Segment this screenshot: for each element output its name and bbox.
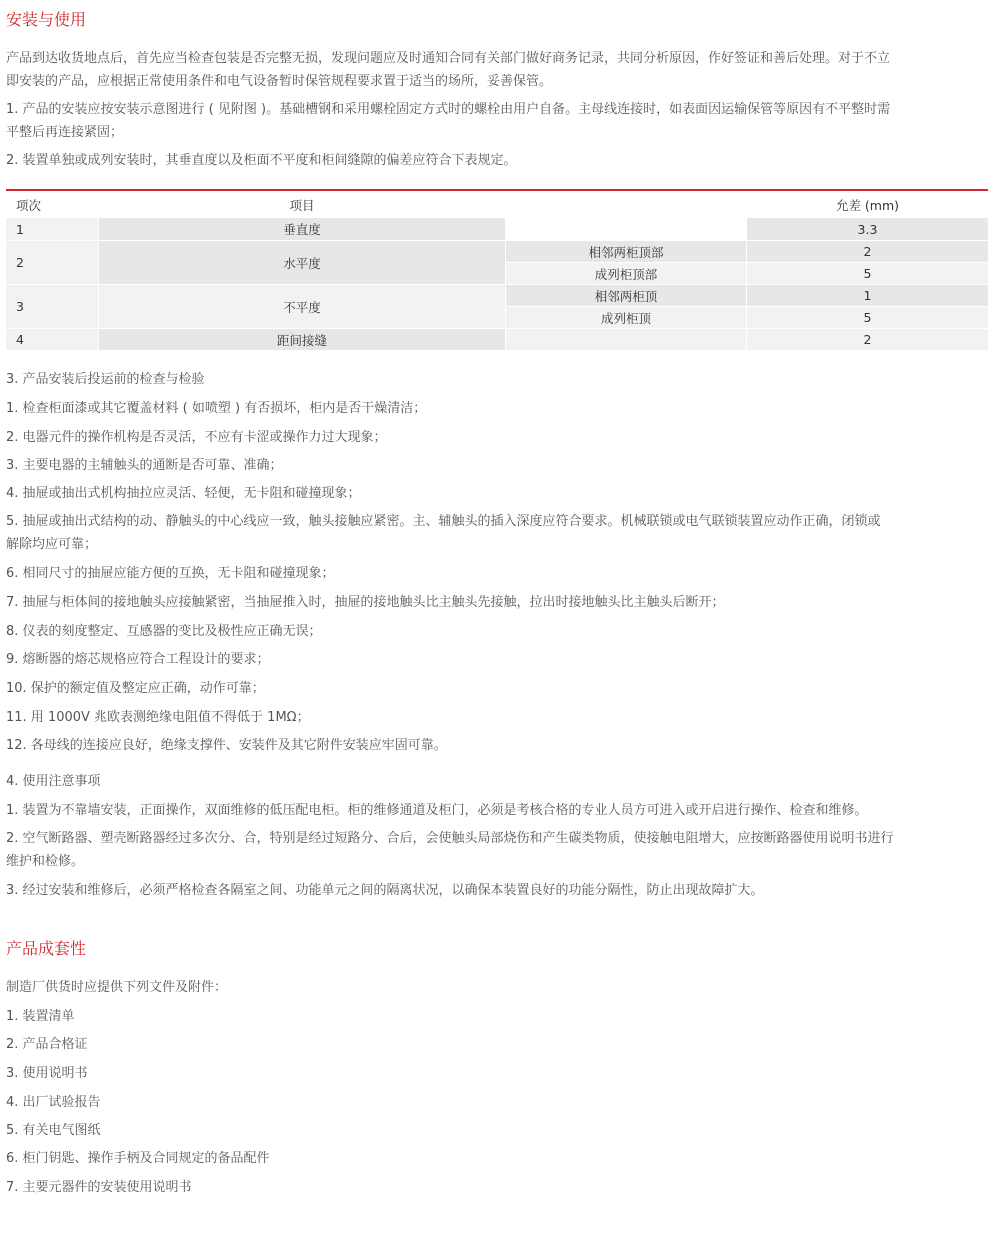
inspection-item: 3. 主要电器的主辅触头的通断是否可靠、准确； xyxy=(6,458,283,473)
section-title-completeness: 产品成套性 xyxy=(6,939,87,958)
table-row-1-sub xyxy=(506,218,746,240)
table-header-tolerance: 允差 (mm) xyxy=(747,193,988,217)
completeness-intro: 制造厂供货时应提供下列文件及附件： xyxy=(6,980,228,995)
inspection-item: 10. 保护的额定值及整定应正确，动作可靠； xyxy=(6,681,265,696)
intro-line-1: 产品到达收货地点后，首先应当检查包装是否完整无损，发现问题应及时通知合同有关部门做好商务记录，共同分析原因，作好签证和善后处理。对于不立 xyxy=(6,51,891,66)
install-item-1-cont: 平整后再连接紧固； xyxy=(6,125,124,140)
table-row-3a-sub: 相邻两柜顶 xyxy=(506,285,746,306)
completeness-item: 3. 使用说明书 xyxy=(6,1066,88,1081)
table-header-item: 项目 xyxy=(98,193,506,217)
table-row-2-item: 水平度 xyxy=(99,241,505,284)
table-row-4-item: 距间接缝 xyxy=(99,329,505,350)
table-row-2-no: 2 xyxy=(6,241,98,284)
completeness-item: 2. 产品合格证 xyxy=(6,1037,88,1052)
table-header-no: 项次 xyxy=(6,193,98,217)
table-row-4-tolerance: 2 xyxy=(747,329,988,350)
table-row-2b-tolerance: 5 xyxy=(747,263,988,284)
inspection-item: 2. 电器元件的操作机构是否灵活，不应有卡涩或操作力过大现象； xyxy=(6,430,387,445)
completeness-item: 5. 有关电气图纸 xyxy=(6,1123,101,1138)
table-header-sub xyxy=(506,193,747,217)
table-row-4-no: 4 xyxy=(6,329,98,350)
inspection-item: 9. 熔断器的熔芯规格应符合工程设计的要求； xyxy=(6,652,270,667)
table-row-2a-sub: 相邻两柜顶部 xyxy=(506,241,746,262)
inspection-item: 8. 仪表的刻度整定、互感器的变比及极性应正确无误； xyxy=(6,624,322,639)
completeness-item: 1. 装置清单 xyxy=(6,1009,75,1024)
install-item-1: 1. 产品的安装应按安装示意图进行 ( 见附图 )。基础槽钢和采用螺栓固定方式时的螺栓由用户自备。主母线连接时，如表面因运输保管等原因有不平整时需 xyxy=(6,102,891,117)
inspection-item: 6. 相同尺寸的抽屉应能方便的互换，无卡阻和碰撞现象； xyxy=(6,566,335,581)
table-row-3-item: 不平度 xyxy=(99,285,505,328)
table-row-1-tolerance: 3.3 xyxy=(747,218,988,240)
precautions-heading: 4. 使用注意事项 xyxy=(6,774,101,789)
table-row-4-sub xyxy=(506,329,746,350)
precaution-item: 1. 装置为不靠墙安装，正面操作，双面维修的低压配电柜。柜的维修通道及柜门，必须是考核合格的专业人员方可进入或开启进行操作、检查和维修。 xyxy=(6,803,868,818)
completeness-item: 6. 柜门钥匙、操作手柄及合同规定的备品配件 xyxy=(6,1151,270,1166)
precaution-item-cont: 维护和检修。 xyxy=(6,854,85,869)
precaution-item: 2. 空气断路器、塑壳断路器经过多次分、合，特别是经过短路分、合后，会使触头局部烧伤和产生碳类物质，使接触电阻增大，应按断路器使用说明书进行 xyxy=(6,831,894,846)
inspection-item: 11. 用 1000V 兆欧表测绝缘电阻值不得低于 1MΩ； xyxy=(6,710,310,725)
precaution-item: 3. 经过安装和维修后，必须严格检查各隔室之间、功能单元之间的隔离状况，以确保本装置良好的功能分隔性，防止出现故障扩大。 xyxy=(6,883,764,898)
section-title-installation: 安装与使用 xyxy=(6,10,87,29)
table-row-3-no: 3 xyxy=(6,285,98,328)
table-row-1-no: 1 xyxy=(6,218,98,240)
table-row-1-item: 垂直度 xyxy=(99,218,505,240)
table-row-2a-tolerance: 2 xyxy=(747,241,988,262)
inspection-item: 5. 抽屉或抽出式结构的动、静触头的中心线应一致，触头接触应紧密。主、辅触头的插入深度应符合要求。机械联锁或电气联锁装置应动作正确，闭锁或 xyxy=(6,514,881,529)
table-row-3a-tolerance: 1 xyxy=(747,285,988,306)
inspection-heading: 3. 产品安装后投运前的检查与检验 xyxy=(6,372,205,387)
table-top-rule xyxy=(6,189,988,191)
inspection-item-cont: 解除均应可靠； xyxy=(6,537,98,552)
inspection-item: 7. 抽屉与柜体间的接地触头应接触紧密，当抽屉推入时，抽屉的接地触头比主触头先接触，拉出时接地触头比主触头后断开； xyxy=(6,595,725,610)
inspection-item: 12. 各母线的连接应良好，绝缘支撑件、安装件及其它附件安装应牢固可靠。 xyxy=(6,738,447,753)
inspection-item: 4. 抽屉或抽出式机构抽拉应灵活、轻便，无卡阻和碰撞现象； xyxy=(6,486,361,501)
install-item-2: 2. 装置单独或成列安装时，其垂直度以及柜面不平度和柜间缝隙的偏差应符合下表规定。 xyxy=(6,153,517,168)
table-row-3b-tolerance: 5 xyxy=(747,307,988,328)
completeness-item: 4. 出厂试验报告 xyxy=(6,1095,101,1110)
table-row-3b-sub: 成列柜顶 xyxy=(506,307,746,328)
table-row-2b-sub: 成列柜顶部 xyxy=(506,263,746,284)
completeness-item: 7. 主要元器件的安装使用说明书 xyxy=(6,1180,192,1195)
inspection-item: 1. 检查柜面漆或其它覆盖材料 ( 如喷塑 ) 有否损坏，柜内是否干燥清洁； xyxy=(6,401,427,416)
intro-line-2: 即安装的产品，应根据正常使用条件和电气设备暂时保管规程要求置于适当的场所，妥善保管。 xyxy=(6,74,553,89)
